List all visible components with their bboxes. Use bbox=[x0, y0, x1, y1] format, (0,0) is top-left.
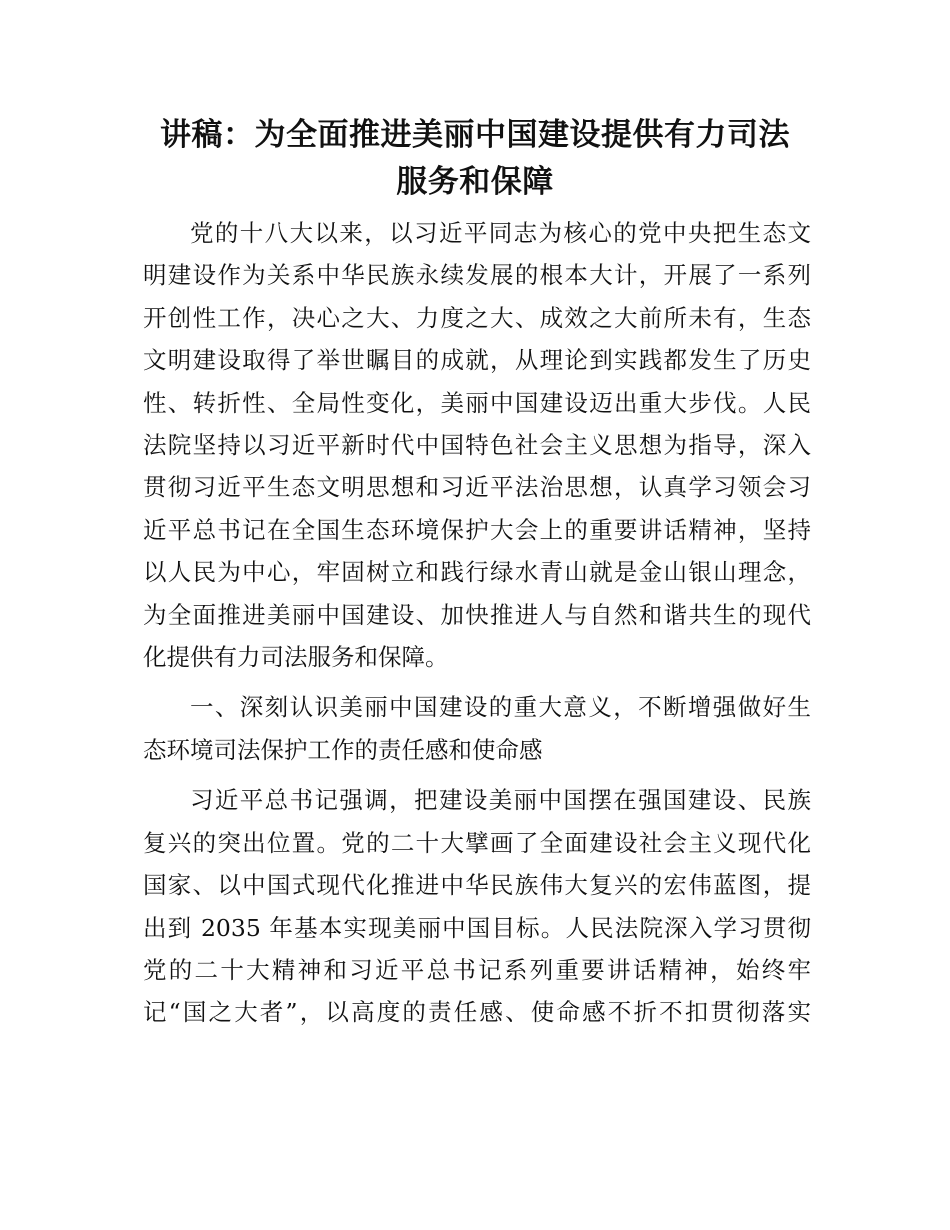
text-line: 态环境司法保护工作的责任感和使命感 bbox=[143, 735, 543, 764]
text-line: 贯彻习近平生态文明思想和习近平法治思想，认真学习领会习 bbox=[143, 473, 811, 502]
text-line: 开创性工作，决心之大、力度之大、成效之大前所未有，生态 bbox=[143, 303, 811, 332]
document-title bbox=[130, 112, 820, 206]
paragraph-section-1 bbox=[143, 779, 811, 1033]
title-line-1: 讲稿：为全面推进美丽中国建设提供有力司法 bbox=[160, 117, 790, 153]
text-line: 出到 2035 年基本实现美丽中国目标。人民法院深入学习贯彻 bbox=[143, 913, 811, 942]
text-line: 文明建设取得了举世瞩目的成就，从理论到实践都发生了历史 bbox=[143, 346, 811, 375]
text-line: 为全面推进美丽中国建设、加快推进人与自然和谐共生的现代 bbox=[143, 600, 811, 629]
document-body bbox=[143, 212, 811, 1042]
section-heading-1 bbox=[143, 686, 811, 771]
text-line: 国家、以中国式现代化推进中华民族伟大复兴的宏伟蓝图，提 bbox=[143, 871, 811, 900]
text-line: 以人民为中心，牢固树立和践行绿水青山就是金山银山理念， bbox=[143, 558, 811, 587]
text-line: 记“国之大者”，以高度的责任感、使命感不折不扣贯彻落实 bbox=[143, 998, 811, 1027]
title-line-2: 服务和保障 bbox=[396, 164, 554, 200]
text-line: 明建设作为关系中华民族永续发展的根本大计，开展了一系列 bbox=[143, 261, 811, 290]
text-line: 性、转折性、全局性变化，美丽中国建设迈出重大步伐。人民 bbox=[143, 388, 811, 417]
text-line: 化提供有力司法服务和保障。 bbox=[143, 643, 449, 672]
text-line: 习近平总书记强调，把建设美丽中国摆在强国建设、民族 bbox=[190, 786, 811, 815]
text-line: 党的十八大以来，以习近平同志为核心的党中央把生态文 bbox=[190, 219, 811, 247]
text-line: 复兴的突出位置。党的二十大擘画了全面建设社会主义现代化 bbox=[143, 828, 811, 857]
paragraph-intro bbox=[143, 212, 811, 678]
text-line: 法院坚持以习近平新时代中国特色社会主义思想为指导，深入 bbox=[143, 431, 811, 460]
text-line: 近平总书记在全国生态环境保护大会上的重要讲话精神，坚持 bbox=[143, 515, 811, 544]
text-line: 一、深刻认识美丽中国建设的重大意义，不断增强做好生 bbox=[190, 693, 811, 722]
text-line: 党的二十大精神和习近平总书记系列重要讲话精神，始终牢 bbox=[143, 955, 811, 984]
